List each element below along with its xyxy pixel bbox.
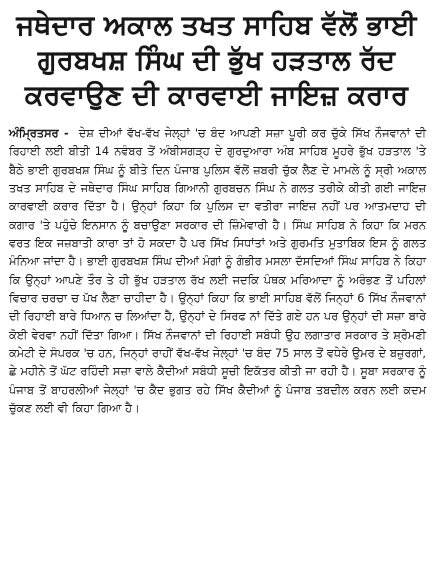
article-headline xyxy=(0,0,433,113)
dateline: ਅੰਮ੍ਰਿਤਸਰ - xyxy=(9,127,69,140)
headline-line-1: ਜਥੇਦਾਰ ਅਕਾਲ ਤਖਤ ਸਾਹਿਬ ਵੱਲੋਂ ਭਾਈ xyxy=(16,10,417,41)
headline-line-2: ਗੁਰਬਖਸ਼ ਸਿੰਘ ਦੀ ਭੁੱਖ ਹੜਤਾਲ ਰੱਦ xyxy=(37,45,396,76)
article-paragraph xyxy=(9,125,426,419)
body-text: ਦੇਸ਼ ਦੀਆਂ ਵੱਖ-ਵੱਖ ਜੇਲ੍ਹਾਂ 'ਚ ਬੰਦ ਆਪਣੀ ਸਜ਼ਾ ਪੂਰੀ ਕਰ ਚੁੱਕੇ ਸਿੱਖ ਨੌਜਵਾਨਾਂ ਦੀ ਰਿਹਾਈ ਲਈ ਬੀਤੀ 14 ਨਵੰਬਰ ਤੋਂ ਅੰਬੀਸਗੜ੍ਹ ਦੇ ਗੁਰਦੁਆਰਾ ਅੰਬ ਸਾਹਿਬ ਮੂਹਰੇ ਭੁੱਖ ਹੜਤਾਲ 'ਤੇ ਬੈਠੇ ਭਾਈ ਗੁਰਬਖਸ਼ ਸਿੰਘ ਨੂੰ ਬੀਤੇ ਦਿਨ ਪੰਜਾਬ ਪੁਲਿਸ ਵੱਲੋਂ ਜ਼ਬਰੀ ਚੁੱਕ ਲੈਣ ਦੇ ਮਾਮਲੇ ਨੂੰ ਸ੍ਰੀ ਅਕਾਲ ਤਖਤ ਸਾਹਿਬ ਦੇ ਜਥੇਦਾਰ ਸਿੰਘ ਸਾਹਿਬ ਗਿਆਨੀ ਗੁਰਬਚਨ ਸਿੰਘ ਨੇ ਗਲਤ ਤਰੀਕੇ ਕੀਤੀ ਗਈ ਜਾਇਜ਼ ਕਾਰਵਾਈ ਕਰਾਰ ਦਿੱਤਾ ਹੈ। ਉਨ੍ਹਾਂ ਕਿਹਾ ਕਿ ਪੁਲਿਸ ਦਾ ਵਤੀਰਾ ਜਾਇਜ਼ ਨਹੀਂ ਪਰ ਆਤਮਦਾਹ ਦੀ ਕਗਾਰ 'ਤੇ ਪਹੁੰਚੇ ਇਨਸਾਨ ਨੂੰ ਬਚਾਉਣਾ ਸਰਕਾਰ ਦੀ ਜ਼ਿੰਮੇਵਾਰੀ ਹੈ। ਸਿੰਘ ਸਾਹਿਬ ਨੇ ਕਿਹਾ ਕਿ ਮਰਨ ਵਰਤ ਇਕ ਜਜ਼ਬਾਤੀ ਕਾਰਾ ਤਾਂ ਹੋ ਸਕਦਾ ਹੈ ਪਰ ਸਿੱਖ ਸਿਧਾਂਤਾਂ ਅਤੇ ਗੁਰਮਤਿ ਮੁਤਾਬਿਕ ਇਸ ਨੂੰ ਗਲਤ ਮੰਨਿਆ ਜਾਂਦਾ ਹੈ। ਭਾਈ ਗੁਰਬਖਸ਼ ਸਿੰਘ ਦੀਆਂ ਮੰਗਾਂ ਨੂੰ ਗੰਭੀਰ ਮਸਲਾ ਦੱਸਦਿਆਂ ਸਿੰਘ ਸਾਹਿਬ ਨੇ ਕਿਹਾ ਕਿ ਉਨ੍ਹਾਂ ਆਪਣੇ ਤੌਰ ਤੇ ਹੀ ਭੁੱਖ ਹੜਤਾਲ ਰੱਖ ਲਈ ਜਦਕਿ ਪੰਥਕ ਮਰਿਆਦਾ ਨੂੰ ਅਰੰਭਣ ਤੋਂ ਪਹਿਲਾਂ ਵਿਚਾਰ ਚਰਚਾ ਚ ਪੱਖ ਲੈਣਾ ਚਾਹੀਦਾ ਹੈ। ਉਨ੍ਹਾਂ ਕਿਹਾ ਕਿ ਭਾਈ ਸਾਹਿਬ ਵੱਲੋਂ ਜਿਨ੍ਹਾਂ 6 ਸਿੱਖ ਨੌਜਵਾਨਾਂ ਦੀ ਰਿਹਾਈ ਬਾਰੇ ਧਿਆਨ ਚ ਲਿਆਂਦਾ ਹੈ, ਉਨ੍ਹਾਂ ਦੇ ਸਿਰਫ ਨਾਂ ਦਿੱਤੇ ਗਏ ਹਨ ਪਰ ਉਨ੍ਹਾਂ ਦੀ ਸਜ਼ਾ ਬਾਰੇ ਕੋਈ ਵੇਰਵਾ ਨਹੀਂ ਦਿੱਤਾ ਗਿਆ। ਸਿੱਖ ਨੌਜਵਾਨਾਂ ਦੀ ਰਿਹਾਈ ਸਬੰਧੀ ਉਹ ਲਗਾਤਾਰ ਸਰਕਾਰ ਤੇ ਸ਼੍ਰੋਮਣੀ ਕਮੇਟੀ ਦੇ ਸੰਪਰਕ 'ਚ ਹਨ, ਜਿਨ੍ਹਾਂ ਰਾਹੀਂ ਵੱਖ-ਵੱਖ ਜੇਲ੍ਹਾਂ 'ਚ ਬੰਦ 75 ਸਾਲ ਤੋਂ ਵਧੇਰੇ ਉਮਰ ਦੇ ਬਜ਼ੁਰਗਾਂ, ਛੇ ਮਹੀਨੇ ਤੋਂ ਘੱਟ ਰਹਿੰਦੀ ਸਜ਼ਾ ਵਾਲੇ ਕੈਦੀਆਂ ਸਬੰਧੀ ਸੂਚੀ ਇਕੱਤਰ ਕੀਤੀ ਜਾ ਰਹੀ ਹੈ। ਸੂਬਾ ਸਰਕਾਰ ਨੂੰ ਪੰਜਾਬ ਤੋਂ ਬਾਹਰਲੀਆਂ ਜੇਲ੍ਹਾਂ 'ਚ ਕੈਦ ਭੁਗਤ ਰਹੇ ਸਿੱਖ ਕੈਦੀਆਂ ਨੂੰ ਪੰਜਾਬ ਤਬਦੀਲ ਕਰਨ ਲਈ ਕਦਮ ਚੁੱਕਣ ਲਈ ਵੀ ਕਿਹਾ ਗਿਆ ਹੈ। xyxy=(9,127,426,416)
headline-line-3: ਕਰਵਾਉਣ ਦੀ ਕਾਰਵਾਈ ਜਾਇਜ਼ ਕਰਾਰ xyxy=(24,80,409,111)
article-body xyxy=(9,125,426,419)
